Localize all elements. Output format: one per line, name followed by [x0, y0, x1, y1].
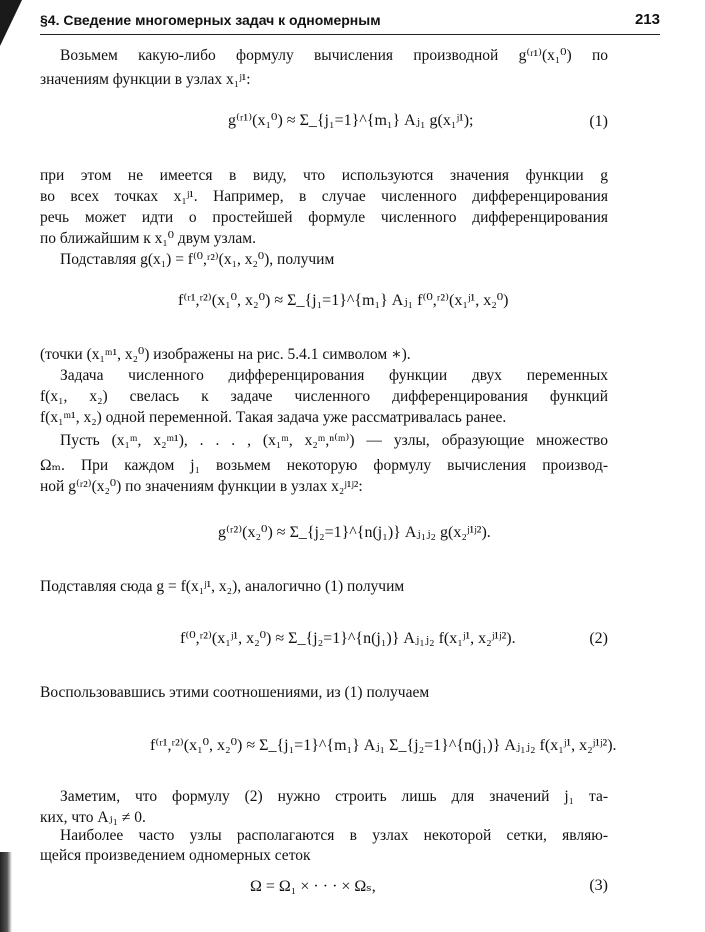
- formula-3: g⁽ʳ²⁾(x₂⁰) ≈ Σ_{j₂=1}^{n(j₁)} Aⱼ₁ⱼ₂ g(x₂ʲ¹ʲ²).: [218, 524, 491, 541]
- text-line: ких, что Aⱼ₁ ≠ 0.: [40, 809, 146, 826]
- text-line: Наиболее часто узлы располагаются в узлах некоторой сетки, являю-: [60, 827, 608, 844]
- text-line: во всех точках x₁ʲ¹. Например, в случае численного дифференцирования: [40, 188, 608, 205]
- text-line: Пусть (x₁ᵐ, x₂ᵐ¹), . . . , (x₁ᵐ, x₂ᵐ,ⁿ⁽ᵐ⁾) — узлы, образующие множество: [60, 432, 608, 449]
- section-title: §4. Сведение многомерных задач к одномерным: [40, 12, 381, 28]
- text-line: значениям функции в узлах x₁ʲ¹:: [40, 71, 251, 88]
- text-line: при этом не имеется в виду, что используются значения функции g: [40, 167, 608, 184]
- equation-number-1: (1): [589, 113, 608, 130]
- text-line: f(x₁, x₂) свелась к задаче численного дифференцирования функций: [40, 388, 608, 405]
- formula-2: f⁽ʳ¹,ʳ²⁾(x₁⁰, x₂⁰) ≈ Σ_{j₁=1}^{m₁} Aⱼ₁ f⁽⁰,ʳ²⁾(x₁ʲ¹, x₂⁰): [178, 292, 509, 309]
- text-line: Воспользовавшись этими соотношениями, из (1) получаем: [40, 684, 430, 701]
- text-line: (точки (x₁ᵐ¹, x₂⁰) изображены на рис. 5.4.1 символом ∗).: [40, 346, 411, 363]
- formula-1: g⁽ʳ¹⁾(x₁⁰) ≈ Σ_{j₁=1}^{m₁} Aⱼ₁ g(x₁ʲ¹);: [228, 112, 474, 129]
- text-line: Ωₘ. При каждом j₁ возьмем некоторую формулу вычисления производ-: [40, 457, 608, 474]
- page-number: 213: [634, 11, 660, 28]
- text-line: по ближайшим к x₁⁰ двум узлам.: [40, 230, 256, 247]
- text-line: Подставляя g(x₁) = f⁽⁰,ʳ²⁾(x₁, x₂⁰), получим: [60, 251, 335, 268]
- text-line: Задача численного дифференцирования функции двух переменных: [60, 367, 608, 384]
- scan-corner-shadow: [0, 0, 22, 46]
- text-line: Подставляя сюда g = f(x₁ʲ¹, x₂), аналогично (1) получим: [40, 578, 405, 595]
- running-header: [40, 10, 660, 35]
- equation-number-2: (2): [589, 630, 608, 647]
- text-line: Заметим, что формулу (2) нужно строить лишь для значений j₁ та-: [60, 788, 608, 805]
- text-line: ной g⁽ʳ²⁾(x₂⁰) по значениям функции в узлах x₂ʲ¹ʲ²:: [40, 478, 363, 495]
- equation-number-3: (3): [589, 877, 608, 894]
- text-line: щейся произведением одномерных сеток: [40, 847, 311, 864]
- text-line: Возьмем какую-либо формулу вычисления производной g⁽ʳ¹⁾(x₁⁰) по: [60, 47, 608, 64]
- text-line: речь может идти о простейшей формуле численного дифференцирования: [40, 209, 608, 226]
- text-line: f(x₁ᵐ¹, x₂) одной переменной. Такая задача уже рассматривалась ранее.: [40, 409, 507, 426]
- formula-5: f⁽ʳ¹,ʳ²⁾(x₁⁰, x₂⁰) ≈ Σ_{j₁=1}^{m₁} Aⱼ₁ Σ_{j₂=1}^{n(j₁)} Aⱼ₁ⱼ₂ f(x₁ʲ¹, x₂ʲ¹ʲ²).: [150, 737, 617, 754]
- formula-4: f⁽⁰,ʳ²⁾(x₁ʲ¹, x₂⁰) ≈ Σ_{j₂=1}^{n(j₁)} Aⱼ₁ⱼ₂ f(x₁ʲ¹, x₂ʲ¹ʲ²).: [180, 630, 516, 647]
- scan-edge-shadow: [0, 852, 12, 932]
- formula-6: Ω = Ω₁ × · · · × Ωₛ,: [250, 878, 376, 895]
